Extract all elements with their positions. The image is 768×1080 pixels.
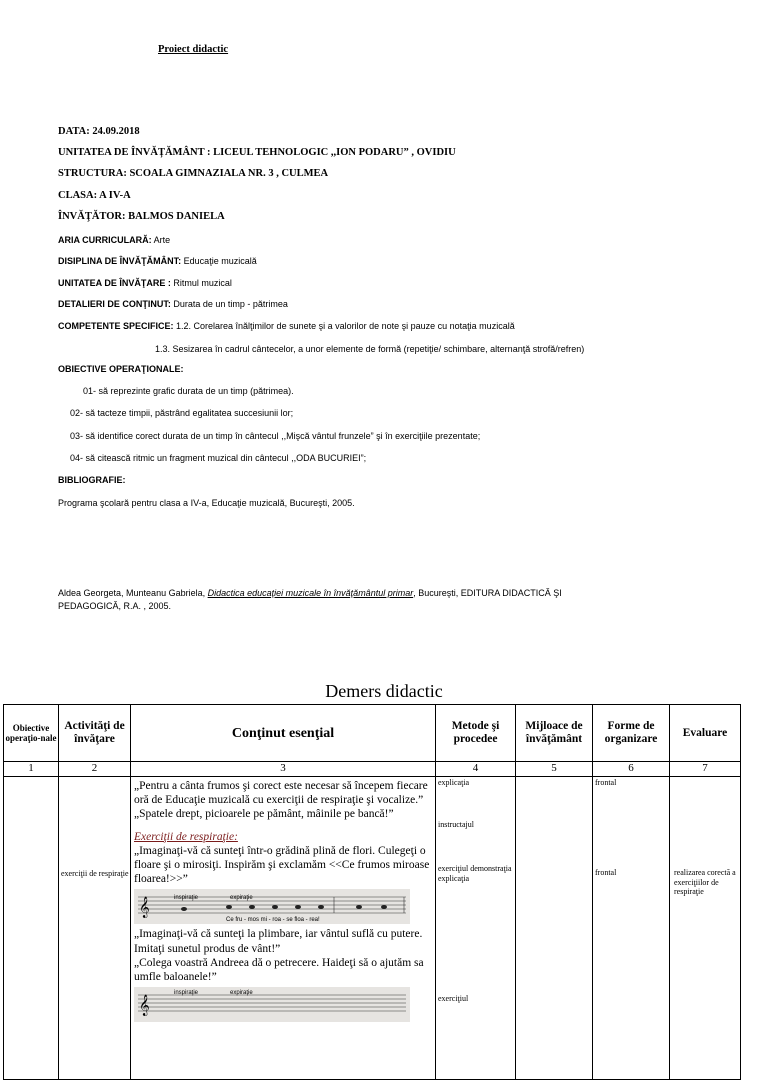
continut-exercitii-heading: Exerciţii de respiraţie: <box>134 830 238 843</box>
header-unitatea: UNITATEA DE ÎNVĂȚĂMÂNT : LICEUL TEHNOLOGIC ,,ION PODARU” , OVIDIU <box>58 147 456 158</box>
svg-text:inspiraţie: inspiraţie <box>174 895 199 902</box>
bibliografie-2: Aldea Georgeta, Munteanu Gabriela, Didactica educaţiei muzicale în învăţământul primar, Bucureşti, EDITURA DIDACTICĂ ŞI <box>58 588 562 598</box>
header-obiective: Obiective operaţio-nale <box>4 705 59 762</box>
evaluare-text: realizarea corectă a exerciţiilor de respiraţie <box>674 868 736 896</box>
cell-metode <box>436 777 516 1080</box>
svg-text:expiraţie: expiraţie <box>230 990 253 997</box>
header-activitati: Activităţi de învăţare <box>59 705 131 762</box>
cell-continut <box>131 777 436 1080</box>
header-continut: Conţinut esenţial <box>131 705 436 762</box>
bibliografie-2-line2: PEDAGOGICĂ, R.A. , 2005. <box>58 601 172 611</box>
metode-exercitiul-2: exerciţiul <box>438 994 469 1003</box>
forme-frontal-1: frontal <box>595 778 617 787</box>
bibliografie-1: Programa şcolară pentru clasa a IV-a, Educaţie muzicală, Bucureşti, 2005. <box>58 498 355 508</box>
col-number: 2 <box>59 762 131 777</box>
forme-frontal-2: frontal <box>595 867 617 877</box>
music-staff-image-1 <box>134 889 410 924</box>
continut-posture: „Spatele drept, picioarele pe pământ, mâinile pe bancă!” <box>134 808 394 821</box>
obiective-label: OBIECTIVE OPERAŢIONALE: <box>58 364 184 374</box>
header-mijloace: Mijloace de învăţământ <box>516 705 593 762</box>
obiectiv-04: 04- să citească ritmic un fragment muzical din cântecul ,,ODA BUCURIEI”; <box>70 453 367 463</box>
obiectiv-02: 02- să tacteze timpii, păstrând egalitatea succesiunii lor; <box>70 408 294 418</box>
document-title: Proiect didactic <box>158 44 229 55</box>
col-number: 5 <box>516 762 593 777</box>
col-number: 1 <box>4 762 59 777</box>
continut-exercitiu-2: „Imaginaţi-vă că sunteţi la plimbare, iar vântul suflă cu putere. Imitaţi sunetul produs de vânt!” <box>134 928 423 955</box>
header-metode: Metode şi procedee <box>436 705 516 762</box>
svg-text:expiraţie: expiraţie <box>230 895 253 902</box>
header-clasa: CLASA: A IV-A <box>58 190 131 201</box>
disciplina: DISIPLINA DE ÎNVĂŢĂMÂNT: Educaţie muzicală <box>58 256 257 266</box>
obiectiv-01: 01- să reprezinte grafic durata de un timp (pătrimea). <box>83 386 294 396</box>
header-evaluare: Evaluare <box>670 705 741 762</box>
unitatea-invatare: UNITATEA DE ÎNVĂŢARE : Ritmul muzical <box>58 278 232 288</box>
detalieri-continut: DETALIERI DE CONŢINUT: Durata de un timp - pătrimea <box>58 299 288 309</box>
competente-specifice: COMPETENTE SPECIFICE: 1.2. Corelarea înălţimilor de sunete şi a valorilor de note şi pauze cu notaţia muzicală <box>58 321 515 331</box>
metode-explicatia: explicaţia <box>438 778 470 787</box>
continut-exercitiu-1: „Imaginaţi-vă că sunteţi într-o grădină plină de flori. Culegeţi o floare şi o mirosiţi. Inspirăm şi exclamăm <<Ce frumos miroase floarea!>>” <box>134 844 430 886</box>
continut-intro: „Pentru a cânta frumos şi corect este necesar să începem fiecare oră de Educaţie muzicală cu exerciţii de respiraţie şi vocalize.” <box>134 780 428 807</box>
competente-specifice-2: 1.3. Sesizarea în cadrul cântecelor, a unor elemente de formă (repetiţie/ schimbare, alternanţă strofă/refren) <box>155 344 585 354</box>
header-structura: STRUCTURA: SCOALA GIMNAZIALA NR. 3 , CULMEA <box>58 168 329 179</box>
cell-forme <box>593 777 670 1080</box>
music-staff-image-2 <box>134 987 410 1022</box>
metode-exercitiul: exerciţiul demonstraţia explicaţia <box>438 864 512 883</box>
table-header-row <box>4 705 741 762</box>
metode-instructajul: instructajul <box>438 819 474 829</box>
demers-title: Demers didactic <box>325 681 443 701</box>
header-data: DATA: 24.09.2018 <box>58 126 140 137</box>
header-invatator: ÎNVĂŢĂTOR: BALMOS DANIELA <box>58 211 225 222</box>
col-number: 4 <box>436 762 516 777</box>
activitate-label: exerciţii de respiraţie <box>61 869 129 878</box>
svg-text:𝄞: 𝄞 <box>139 995 150 1017</box>
continut-exercitiu-3: „Colega voastră Andreea dă o petrecere. Haideţi să o ajutăm sa umfle baloanele!” <box>134 956 424 984</box>
cell-evaluare <box>670 777 741 1080</box>
cell-activitati <box>59 777 131 1080</box>
svg-text:inspiraţie: inspiraţie <box>174 990 199 997</box>
svg-text:Ce fru - mos mi - roa - se: Ce fru - mos mi - roa - se floa - rea! <box>226 917 320 924</box>
svg-text:𝄞: 𝄞 <box>139 897 150 919</box>
obiectiv-03: 03- să identifice corect durata de un timp în cântecul ,,Mişcă vântul frunzele” şi în exerciţiile prezentate; <box>70 431 481 441</box>
col-number: 3 <box>131 762 436 777</box>
table-row <box>4 777 741 1080</box>
cell-obiective <box>4 777 59 1080</box>
header-forme: Forme de organizare <box>593 705 670 762</box>
bibliografie-label: BIBLIOGRAFIE: <box>58 475 126 485</box>
table-number-row <box>4 762 741 777</box>
col-number: 6 <box>593 762 670 777</box>
col-number: 7 <box>670 762 741 777</box>
cell-mijloace <box>516 777 593 1080</box>
aria-curriculara: ARIA CURRICULARĂ: Arte <box>58 235 171 245</box>
